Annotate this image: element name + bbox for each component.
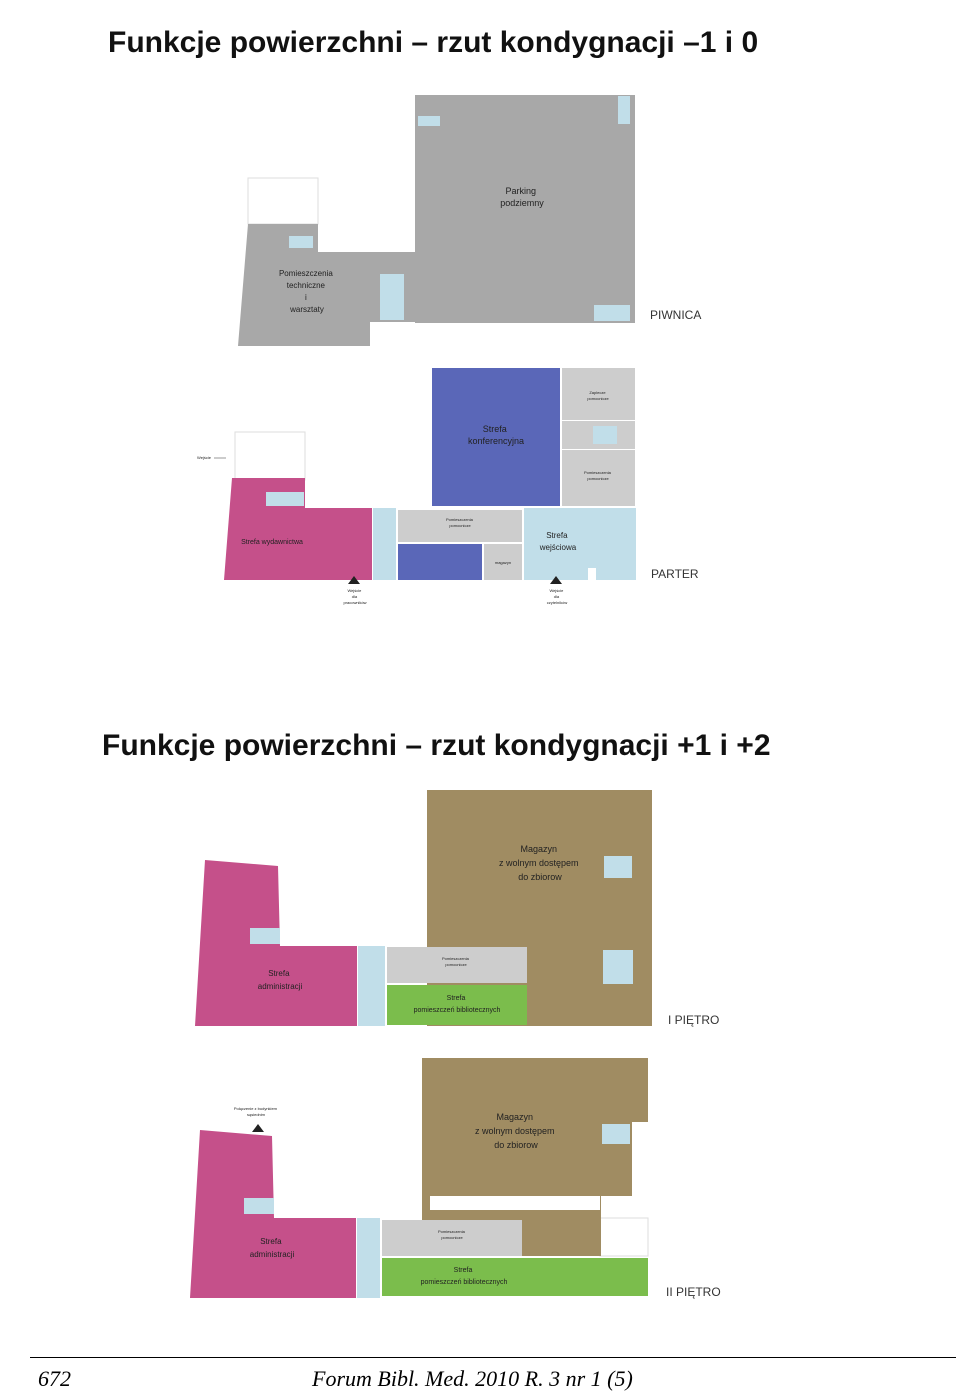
entrance-zone (524, 508, 636, 568)
floor-1-plan (195, 790, 719, 1027)
floor-1-library-zone (387, 985, 527, 1025)
entry-left-label: Wejście dla pracowników (343, 588, 367, 605)
floor-2-window-1 (602, 1124, 630, 1144)
entrance-vestibule (596, 568, 636, 580)
basement-level-label: PIWNICA (650, 308, 702, 322)
publishing-label: Strefa wydawnictwa (241, 539, 303, 546)
floor-1-admin-label: Strefa administracji (257, 969, 303, 991)
basement-outline (248, 178, 318, 224)
floor-2-library-zone (382, 1258, 648, 1296)
floor-1-window-2 (603, 950, 633, 984)
floor-2-plan (190, 1058, 721, 1299)
aux-top-label: Zaplecze pomocnicze (587, 390, 609, 401)
floor-2-level-label: II PIĘTRO (666, 1285, 721, 1299)
basement-stair-1 (418, 116, 440, 126)
floor-2-aux-label: Pomieszczenia pomocnicze (437, 1229, 465, 1240)
basement-shaft (380, 274, 404, 320)
small-room-label: magazyn (494, 560, 512, 565)
conference-label: Strefa konferencyjna (467, 424, 525, 446)
ground-plan (197, 368, 699, 605)
entry-right-label: Wejście dla czytelników (546, 588, 568, 605)
ground-level-label: PARTER (651, 567, 699, 581)
ground-blue-block (398, 544, 482, 580)
floor-1-aux-label: Pomieszczenia pomocnicze (441, 956, 469, 967)
parking-label: Parking podziemny (500, 186, 544, 208)
technical-label: Pomieszczenia techniczne i warsztaty (278, 269, 333, 314)
publishing-stair (266, 492, 304, 506)
floor-1-storage-label: Magazyn z wolnym dostępem do zbiorow (498, 844, 579, 882)
floor-2-gallery (430, 1196, 600, 1210)
basement-stair-3 (289, 236, 313, 248)
ground-outline (235, 432, 305, 480)
footer-rule (30, 1357, 956, 1358)
aux-middle-label: Pomieszczenia pomocnicze (583, 470, 611, 481)
floor-2-connector-label: Połączenie z budynkiem sąsiednim (233, 1106, 278, 1117)
floor-2-library-label: Strefa pomieszczeń bibliotecznych (420, 1267, 508, 1286)
parking-zone (415, 95, 635, 323)
floor-1-corridor (358, 946, 385, 1026)
section-1-title: Funkcje powierzchni – rzut kondygnacji –1 i 0 (108, 26, 759, 59)
floor-1-library-label: Strefa pomieszczeń bibliotecznych (413, 995, 501, 1014)
section-2-title: Funkcje powierzchni – rzut kondygnacji +1 i +2 (102, 729, 771, 762)
basement-stair-4 (594, 305, 630, 321)
floor-2-admin-label: Strefa administracji (249, 1237, 295, 1259)
floor-2-connector-arrow-icon (252, 1124, 264, 1132)
ground-shaft (593, 426, 617, 444)
page-number: 672 (38, 1366, 71, 1391)
floor-1-level-label: I PIĘTRO (668, 1013, 720, 1027)
floor-2-storage-label: Magazyn z wolnym dostępem do zbiorow (474, 1112, 555, 1150)
side-note-label: Wejście (197, 455, 211, 460)
floor-2-corridor (357, 1218, 380, 1298)
basement-stair-2 (618, 96, 630, 124)
floor-1-admin-stair (250, 928, 280, 944)
aux-center-label: Pomieszczenia pomocnicze (445, 517, 473, 528)
entrance-label: Strefa wejściowa (539, 531, 577, 552)
journal-reference: Forum Bibl. Med. 2010 R. 3 nr 1 (5) (312, 1366, 633, 1391)
ground-corridor (373, 508, 396, 580)
floor-2-admin-stair (244, 1198, 274, 1214)
basement-plan (238, 95, 701, 346)
floor-2-outline (600, 1218, 648, 1256)
floor-1-window-1 (604, 856, 632, 878)
